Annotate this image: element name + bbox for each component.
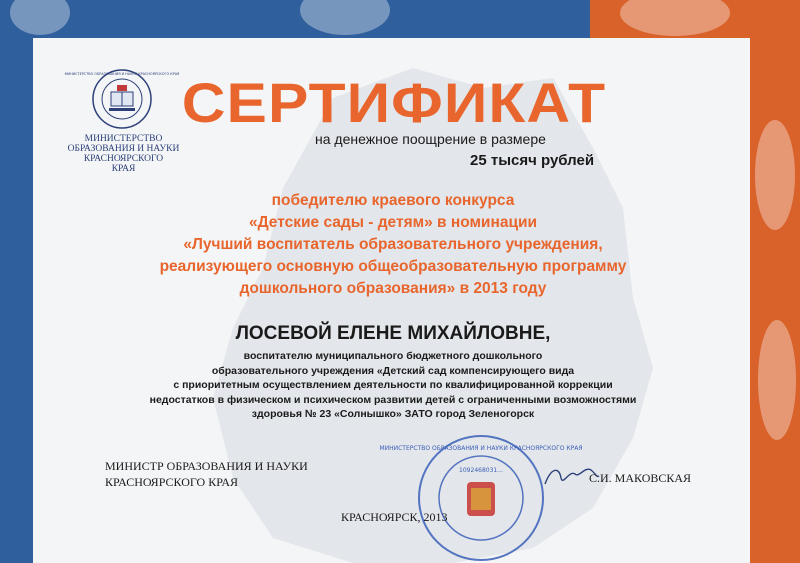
oak-leaf-decoration xyxy=(10,0,70,35)
description-line: образовательного учреждения «Детский сад компенсирующего вида xyxy=(211,364,575,377)
minister-line: КРАСНОЯРСКОГО КРАЯ xyxy=(105,475,239,489)
contest-line: реализующего основную общеобразовательную программу xyxy=(159,258,627,275)
recipient-description xyxy=(93,349,693,422)
ministry-line: КРАСНОЯРСКОГО xyxy=(83,154,164,164)
certificate-sheet xyxy=(33,38,750,563)
contest-line: «Детские сады - детям» в номинации xyxy=(248,214,538,231)
contest-line: «Лучший воспитатель образовательного учреждения, xyxy=(183,236,603,253)
stamp-number: 1092468031... xyxy=(459,467,503,474)
certificate-subtitle: на денежное поощрение в размере xyxy=(315,131,546,147)
recipient-name: ЛОСЕВОЙ ЕЛЕНЕ МИХАЙЛОВНЕ, xyxy=(235,323,551,344)
description-line: воспитателю муниципального бюджетного дошкольного xyxy=(243,350,543,362)
description-line: с приоритетным осуществлением деятельности по квалифицированной коррекции xyxy=(173,379,613,392)
oak-leaf-decoration xyxy=(300,0,390,35)
contest-line: победителю краевого конкурса xyxy=(271,192,515,209)
contest-line: дошкольного образования» в 2013 году xyxy=(239,280,547,297)
ministry-line: МИНИСТЕРСТВО xyxy=(84,134,163,144)
contest-text xyxy=(93,190,693,300)
award-amount: 25 тысяч рублей xyxy=(470,152,595,169)
description-line: недостатков в физическом и психическом развитии детей с ограниченными возможностями xyxy=(149,393,637,406)
signer-name: С.И. МАКОВСКАЯ xyxy=(589,471,692,485)
minister-title xyxy=(105,458,308,490)
oak-leaf-decoration xyxy=(758,320,796,440)
minister-line: МИНИСТР ОБРАЗОВАНИЯ И НАУКИ xyxy=(105,459,308,473)
ministry-caption xyxy=(61,134,186,174)
certificate-title: СЕРТИФИКАТ xyxy=(181,71,607,134)
ministry-line: ОБРАЗОВАНИЯ И НАУКИ xyxy=(67,144,180,154)
city-year: КРАСНОЯРСК, 2013 xyxy=(341,510,448,524)
emblem-ring-text: МИНИСТЕРСТВО ОБРАЗОВАНИЯ И НАУКИ КРАСНОЯРСКОГО КРАЯ xyxy=(64,72,180,76)
description-line: здоровья № 23 «Солнышко» ЗАТО город Зеленогорск xyxy=(251,408,535,421)
oak-leaf-decoration xyxy=(755,120,795,230)
stamp-ring-text: МИНИСТЕРСТВО ОБРАЗОВАНИЯ И НАУКИ КРАСНОЯРСКОГО КРАЯ xyxy=(379,445,583,452)
ministry-line: КРАЯ xyxy=(111,164,136,174)
